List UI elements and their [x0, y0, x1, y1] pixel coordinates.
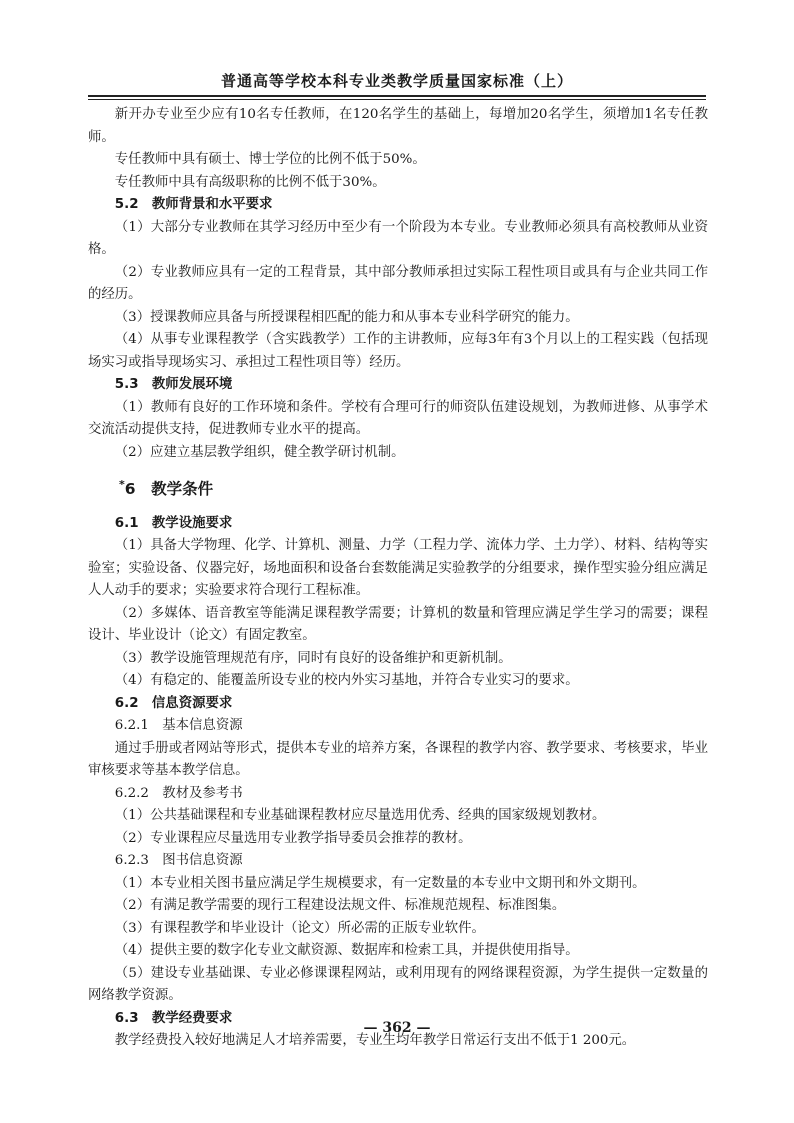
section-heading [88, 513, 708, 536]
asterisk-mark: * [119, 478, 125, 491]
heading-number: 6 [124, 480, 136, 499]
paragraph: （3）教学设施管理规范有序，同时有良好的设备维护和更新机制。 [114, 650, 512, 666]
page-number: — 362 — [363, 1020, 431, 1036]
heading-number: 5.2 [114, 197, 139, 212]
paragraph: （4）有稳定的、能覆盖所设专业的校内外实习基地，并符合专业实习的要求。 [114, 673, 579, 689]
section-heading [88, 374, 708, 397]
heading-text: 教学设施要求 [151, 515, 233, 531]
paragraph: （2）专业课程应尽量选用专业教学指导委员会推荐的教材。 [114, 830, 472, 846]
paragraph: （4）提供主要的数字化专业文献资源、数据库和检索工具，并提供使用指导。 [114, 943, 579, 959]
heading-number: 6.2.2 [114, 785, 149, 801]
paragraph: （3）授课教师应具备与所授课程相匹配的能力和从事本专业科学研究的能力。 [114, 309, 579, 325]
heading-number: 6.3 [114, 1010, 139, 1026]
paragraph: 新开办专业至少应有10名专任教师，在120名学生的基础上，每增加20名学生，须增加1名专任教师。 [88, 107, 708, 145]
heading-text: 图书信息资源 [162, 853, 243, 869]
heading-text: 教材及参考书 [162, 785, 243, 801]
header-rule-thin [88, 99, 706, 100]
running-header: 普通高等学校本科专业类教学质量国家标准（上） [220, 72, 573, 90]
document-body [88, 104, 708, 1053]
paragraph: （3）有课程教学和毕业设计（论文）所必需的正版专业软件。 [114, 920, 485, 936]
heading-text: 信息资源要求 [151, 695, 233, 711]
paragraph: （1）教师有良好的工作环境和条件。学校有合理可行的师资队伍建设规划，为教师进修、从事学术交流活动提供支持，促进教师专业水平的提高。 [88, 399, 708, 437]
subsection-heading [88, 850, 708, 873]
heading-number: 6.2.1 [114, 718, 149, 734]
heading-text: 基本信息资源 [162, 718, 243, 734]
paragraph: （2）多媒体、语音教室等能满足课程教学需要；计算机的数量和管理应满足学生学习的需要；课程设计、毕业设计（论文）有固定教室。 [88, 605, 708, 644]
paragraph: （5）建设专业基础课、专业必修课课程网站，或利用现有的网络课程资源，为学生提供一定数量的网络教学资源。 [88, 965, 708, 1004]
heading-text: 教学条件 [151, 480, 214, 499]
paragraph: （1）公共基础课程和专业基础课程教材应尽量选用优秀、经典的国家级规划教材。 [114, 808, 606, 824]
heading-number: 6.2.3 [114, 853, 149, 869]
paragraph: 专任教师中具有高级职称的比例不低于30%。 [114, 174, 386, 190]
paragraph: （1）本专业相关图书量应满足学生规模要求，有一定数量的本专业中文期刊和外文期刊。 [114, 875, 646, 891]
heading-number: 5.3 [114, 377, 139, 392]
section-heading [88, 194, 708, 217]
paragraph: （4）从事专业课程教学（含实践教学）工作的主讲教师，应每3年有3个月以上的工程实践（包括现场实习或指导现场实习、承担过工程性项目等）经历。 [88, 332, 708, 370]
subsection-heading [88, 715, 708, 738]
paragraph: 教学经费投入较好地满足人才培养需要，专业生均年教学日常运行支出不低于1 200元。 [114, 1033, 636, 1049]
subsection-heading [88, 783, 708, 806]
heading-text: 教学经费要求 [151, 1010, 233, 1026]
heading-number: 6.1 [114, 515, 139, 531]
header-rule-thick [88, 95, 706, 97]
paragraph: （1）大部分专业教师在其学习经历中至少有一个阶段为本专业。专业教师必须具有高校教师从业资格。 [88, 219, 708, 257]
paragraph: （2）有满足教学需要的现行工程建设法规文件、标准规范规程、标准图集。 [114, 898, 566, 914]
section-heading [88, 693, 708, 716]
heading-number: 6.2 [114, 695, 139, 711]
heading-text: 教师发展环境 [151, 377, 233, 392]
heading-text: 教师背景和水平要求 [151, 197, 273, 212]
paragraph: 通过手册或者网站等形式，提供本专业的培养方案，各课程的教学内容、教学要求、考核要求，毕业审核要求等基本教学信息。 [88, 740, 708, 779]
paragraph: （2）应建立基层教学组织，健全教学研讨机制。 [114, 444, 405, 460]
paragraph: （2）专业教师应具有一定的工程背景，其中部分教师承担过实际工程性项目或具有与企业共同工作的经历。 [88, 264, 708, 302]
paragraph: （1）具备大学物理、化学、计算机、测量、力学（工程力学、流体力学、土力学）、材料、结构等实验室；实验设备、仪器完好，场地面积和设备台套数能满足实验教学的分组要求，操作型实验分组应满足人人动手的要求；实验要求符合现行工程标准。 [88, 538, 708, 599]
chapter-heading [88, 474, 708, 501]
paragraph: 专任教师中具有硕士、博士学位的比例不低于50%。 [114, 152, 426, 167]
